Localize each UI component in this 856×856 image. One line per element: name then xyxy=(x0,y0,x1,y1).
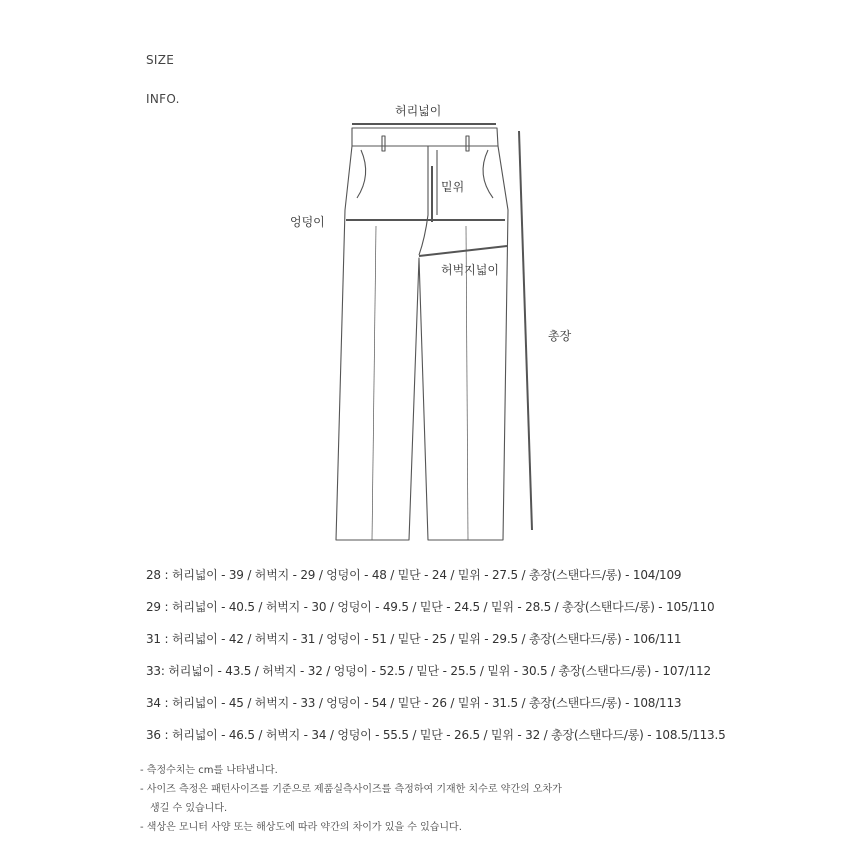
size-row: 33: 허리넓이 - 43.5 / 허벅지 - 32 / 엉덩이 - 52.5 / 밑단 - 25.5 / 밑위 - 30.5 / 총장(스탠다드/롱) - 107/112 xyxy=(146,664,711,678)
size-row: 31 : 허리넓이 - 42 / 허벅지 - 31 / 엉덩이 - 51 / 밑단 - 25 / 밑위 - 29.5 / 총장(스탠다드/롱) - 106/111 xyxy=(146,632,682,646)
rise-label: 밑위 xyxy=(441,180,465,194)
hip-label: 엉덩이 xyxy=(290,215,325,229)
note-item: - 색상은 모니터 사양 또는 해상도에 따라 약간의 차이가 있을 수 있습니다. xyxy=(140,822,462,833)
note-item: - 측정수치는 cm를 나타냅니다. xyxy=(140,765,278,776)
size-table xyxy=(146,565,726,757)
note-item: - 사이즈 측정은 패턴사이즈를 기준으로 제품실측사이즈를 측정하여 기재한 치수로 약간의 오차가 xyxy=(140,784,562,795)
waist-label: 허리넓이 xyxy=(395,104,442,118)
notes-list xyxy=(140,761,562,837)
thigh-line xyxy=(419,246,507,256)
pants-outline xyxy=(336,128,508,540)
size-row: 29 : 허리넓이 - 40.5 / 허벅지 - 30 / 엉덩이 - 49.5 / 밑단 - 24.5 / 밑위 - 28.5 / 총장(스탠다드/롱) - 105/110 xyxy=(146,600,715,614)
size-row: 36 : 허리넓이 - 46.5 / 허벅지 - 34 / 엉덩이 - 55.5 / 밑단 - 26.5 / 밑위 - 32 / 총장(스탠다드/롱) - 108.5/113.5 xyxy=(146,728,726,742)
size-heading: SIZE xyxy=(146,53,175,67)
note-item: 생길 수 있습니다. xyxy=(150,803,228,814)
size-row: 34 : 허리넓이 - 45 / 허벅지 - 33 / 엉덩이 - 54 / 밑단 - 26 / 밑위 - 31.5 / 총장(스탠다드/롱) - 108/113 xyxy=(146,696,682,710)
length-line xyxy=(519,131,532,530)
length-label: 총장 xyxy=(548,329,572,343)
thigh-label: 허벅지넓이 xyxy=(441,263,499,277)
info-heading: INFO. xyxy=(146,92,180,106)
size-row: 28 : 허리넓이 - 39 / 허벅지 - 29 / 엉덩이 - 48 / 밑단 - 24 / 밑위 - 27.5 / 총장(스탠다드/롱) - 104/109 xyxy=(146,568,682,582)
